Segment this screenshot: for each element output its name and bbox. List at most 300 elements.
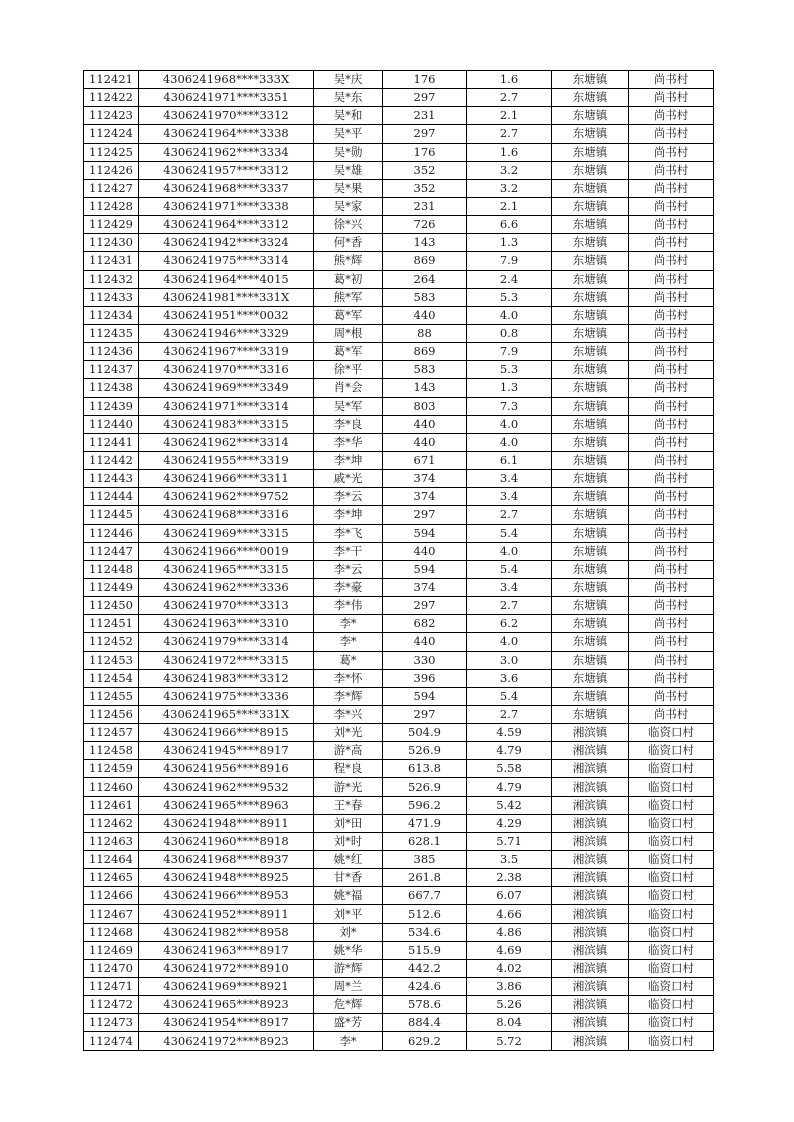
row-number-cell: 112434 (84, 306, 139, 324)
area-value-cell: 143 (383, 234, 467, 252)
id-number-cell: 4306241946****3329 (139, 324, 314, 342)
row-number-cell: 112432 (84, 270, 139, 288)
area-value-cell: 869 (383, 343, 467, 361)
area-value-cell: 471.9 (383, 814, 467, 832)
row-number-cell: 112463 (84, 832, 139, 850)
row-number-cell: 112424 (84, 125, 139, 143)
village-name-cell: 尚书村 (629, 397, 714, 415)
amount-value-cell: 6.2 (467, 615, 552, 633)
row-number-cell: 112443 (84, 470, 139, 488)
table-row (84, 578, 714, 596)
table-row (84, 288, 714, 306)
id-number-cell: 4306241965****8963 (139, 796, 314, 814)
amount-value-cell: 2.7 (467, 597, 552, 615)
id-number-cell: 4306241969****8921 (139, 978, 314, 996)
amount-value-cell: 4.0 (467, 415, 552, 433)
row-number-cell: 112448 (84, 560, 139, 578)
village-name-cell: 尚书村 (629, 560, 714, 578)
person-name-cell: 李*华 (314, 433, 383, 451)
table-row (84, 451, 714, 469)
table-row (84, 633, 714, 651)
person-name-cell: 葛*军 (314, 343, 383, 361)
id-number-cell: 4306241954****8917 (139, 1014, 314, 1032)
table-row (84, 941, 714, 959)
id-number-cell: 4306241969****3315 (139, 524, 314, 542)
town-name-cell: 东塘镇 (552, 597, 629, 615)
row-number-cell: 112474 (84, 1032, 139, 1050)
village-name-cell: 尚书村 (629, 143, 714, 161)
table-row (84, 597, 714, 615)
amount-value-cell: 4.86 (467, 923, 552, 941)
row-number-cell: 112441 (84, 433, 139, 451)
table-row (84, 814, 714, 832)
row-number-cell: 112442 (84, 451, 139, 469)
table-row (84, 524, 714, 542)
row-number-cell: 112428 (84, 197, 139, 215)
village-name-cell: 尚书村 (629, 651, 714, 669)
amount-value-cell: 1.3 (467, 234, 552, 252)
person-name-cell: 姚*红 (314, 851, 383, 869)
village-name-cell: 尚书村 (629, 415, 714, 433)
table-row (84, 71, 714, 89)
row-number-cell: 112447 (84, 542, 139, 560)
row-number-cell: 112425 (84, 143, 139, 161)
area-value-cell: 583 (383, 288, 467, 306)
village-name-cell: 尚书村 (629, 687, 714, 705)
area-value-cell: 297 (383, 597, 467, 615)
table-row (84, 869, 714, 887)
area-value-cell: 440 (383, 542, 467, 560)
row-number-cell: 112468 (84, 923, 139, 941)
area-value-cell: 297 (383, 506, 467, 524)
amount-value-cell: 2.1 (467, 197, 552, 215)
amount-value-cell: 0.8 (467, 324, 552, 342)
area-value-cell: 231 (383, 107, 467, 125)
village-name-cell: 临资口村 (629, 742, 714, 760)
village-name-cell: 临资口村 (629, 1014, 714, 1032)
table-row (84, 107, 714, 125)
village-name-cell: 尚书村 (629, 578, 714, 596)
area-value-cell: 176 (383, 71, 467, 89)
town-name-cell: 东塘镇 (552, 288, 629, 306)
village-name-cell: 临资口村 (629, 778, 714, 796)
row-number-cell: 112446 (84, 524, 139, 542)
area-value-cell: 231 (383, 197, 467, 215)
person-name-cell: 葛*军 (314, 306, 383, 324)
table-row (84, 905, 714, 923)
table-row (84, 651, 714, 669)
id-number-cell: 4306241965****3315 (139, 560, 314, 578)
village-name-cell: 尚书村 (629, 451, 714, 469)
town-name-cell: 东塘镇 (552, 379, 629, 397)
area-value-cell: 297 (383, 125, 467, 143)
town-name-cell: 东塘镇 (552, 161, 629, 179)
person-name-cell: 徐*平 (314, 361, 383, 379)
table-row (84, 143, 714, 161)
person-name-cell: 李*辉 (314, 687, 383, 705)
town-name-cell: 东塘镇 (552, 705, 629, 723)
row-number-cell: 112457 (84, 724, 139, 742)
village-name-cell: 尚书村 (629, 379, 714, 397)
person-name-cell: 游*光 (314, 778, 383, 796)
area-value-cell: 515.9 (383, 941, 467, 959)
town-name-cell: 东塘镇 (552, 669, 629, 687)
amount-value-cell: 6.1 (467, 451, 552, 469)
amount-value-cell: 2.38 (467, 869, 552, 887)
amount-value-cell: 4.29 (467, 814, 552, 832)
area-value-cell: 396 (383, 669, 467, 687)
area-value-cell: 352 (383, 179, 467, 197)
table-row (84, 125, 714, 143)
town-name-cell: 湘滨镇 (552, 778, 629, 796)
table-row (84, 1032, 714, 1050)
town-name-cell: 湘滨镇 (552, 1014, 629, 1032)
table-row (84, 161, 714, 179)
town-name-cell: 东塘镇 (552, 433, 629, 451)
person-name-cell: 王*春 (314, 796, 383, 814)
amount-value-cell: 4.0 (467, 306, 552, 324)
village-name-cell: 尚书村 (629, 597, 714, 615)
table-row (84, 923, 714, 941)
town-name-cell: 东塘镇 (552, 560, 629, 578)
person-name-cell: 李*飞 (314, 524, 383, 542)
id-number-cell: 4306241956****8916 (139, 760, 314, 778)
person-name-cell: 吴*勋 (314, 143, 383, 161)
town-name-cell: 湘滨镇 (552, 923, 629, 941)
amount-value-cell: 5.26 (467, 996, 552, 1014)
village-name-cell: 尚书村 (629, 270, 714, 288)
amount-value-cell: 5.58 (467, 760, 552, 778)
area-value-cell: 442.2 (383, 959, 467, 977)
table-row (84, 705, 714, 723)
town-name-cell: 东塘镇 (552, 125, 629, 143)
area-value-cell: 583 (383, 361, 467, 379)
area-value-cell: 682 (383, 615, 467, 633)
amount-value-cell: 2.7 (467, 705, 552, 723)
area-value-cell: 884.4 (383, 1014, 467, 1032)
amount-value-cell: 7.3 (467, 397, 552, 415)
town-name-cell: 东塘镇 (552, 107, 629, 125)
table-row (84, 252, 714, 270)
town-name-cell: 湘滨镇 (552, 851, 629, 869)
person-name-cell: 吴*军 (314, 397, 383, 415)
id-number-cell: 4306241968****8937 (139, 851, 314, 869)
table-row (84, 560, 714, 578)
village-name-cell: 临资口村 (629, 796, 714, 814)
area-value-cell: 504.9 (383, 724, 467, 742)
area-value-cell: 261.8 (383, 869, 467, 887)
table-row (84, 778, 714, 796)
person-name-cell: 李* (314, 633, 383, 651)
town-name-cell: 东塘镇 (552, 488, 629, 506)
amount-value-cell: 4.69 (467, 941, 552, 959)
village-name-cell: 尚书村 (629, 524, 714, 542)
town-name-cell: 东塘镇 (552, 216, 629, 234)
town-name-cell: 东塘镇 (552, 343, 629, 361)
amount-value-cell: 4.0 (467, 633, 552, 651)
amount-value-cell: 4.66 (467, 905, 552, 923)
id-number-cell: 4306241951****0032 (139, 306, 314, 324)
row-number-cell: 112422 (84, 89, 139, 107)
amount-value-cell: 2.7 (467, 125, 552, 143)
area-value-cell: 613.8 (383, 760, 467, 778)
village-name-cell: 尚书村 (629, 89, 714, 107)
amount-value-cell: 5.71 (467, 832, 552, 850)
person-name-cell: 姚*华 (314, 941, 383, 959)
town-name-cell: 东塘镇 (552, 252, 629, 270)
id-number-cell: 4306241972****8910 (139, 959, 314, 977)
id-number-cell: 4306241982****8958 (139, 923, 314, 941)
amount-value-cell: 2.7 (467, 506, 552, 524)
table-row (84, 1014, 714, 1032)
row-number-cell: 112473 (84, 1014, 139, 1032)
person-name-cell: 吴*雄 (314, 161, 383, 179)
row-number-cell: 112444 (84, 488, 139, 506)
area-value-cell: 526.9 (383, 742, 467, 760)
amount-value-cell: 7.9 (467, 343, 552, 361)
person-name-cell: 程*良 (314, 760, 383, 778)
town-name-cell: 东塘镇 (552, 506, 629, 524)
town-name-cell: 东塘镇 (552, 361, 629, 379)
row-number-cell: 112436 (84, 343, 139, 361)
village-name-cell: 尚书村 (629, 288, 714, 306)
table-row (84, 415, 714, 433)
table-row (84, 197, 714, 215)
area-value-cell: 88 (383, 324, 467, 342)
id-number-cell: 4306241972****8923 (139, 1032, 314, 1050)
id-number-cell: 4306241970****3313 (139, 597, 314, 615)
person-name-cell: 吴*庆 (314, 71, 383, 89)
town-name-cell: 东塘镇 (552, 542, 629, 560)
row-number-cell: 112421 (84, 71, 139, 89)
area-value-cell: 330 (383, 651, 467, 669)
amount-value-cell: 3.5 (467, 851, 552, 869)
village-name-cell: 尚书村 (629, 506, 714, 524)
id-number-cell: 4306241960****8918 (139, 832, 314, 850)
person-name-cell: 危*辉 (314, 996, 383, 1014)
person-name-cell: 何*香 (314, 234, 383, 252)
town-name-cell: 东塘镇 (552, 451, 629, 469)
area-value-cell: 297 (383, 89, 467, 107)
row-number-cell: 112423 (84, 107, 139, 125)
id-number-cell: 4306241962****3336 (139, 578, 314, 596)
id-number-cell: 4306241971****3338 (139, 197, 314, 215)
area-value-cell: 374 (383, 470, 467, 488)
village-name-cell: 临资口村 (629, 959, 714, 977)
amount-value-cell: 5.4 (467, 524, 552, 542)
village-name-cell: 临资口村 (629, 923, 714, 941)
row-number-cell: 112429 (84, 216, 139, 234)
id-number-cell: 4306241968****333X (139, 71, 314, 89)
person-name-cell: 戚*光 (314, 470, 383, 488)
amount-value-cell: 3.4 (467, 488, 552, 506)
table-row (84, 179, 714, 197)
row-number-cell: 112439 (84, 397, 139, 415)
village-name-cell: 尚书村 (629, 234, 714, 252)
person-name-cell: 甘*香 (314, 869, 383, 887)
town-name-cell: 东塘镇 (552, 578, 629, 596)
town-name-cell: 东塘镇 (552, 633, 629, 651)
id-number-cell: 4306241963****3310 (139, 615, 314, 633)
village-name-cell: 临资口村 (629, 996, 714, 1014)
amount-value-cell: 5.72 (467, 1032, 552, 1050)
village-name-cell: 尚书村 (629, 705, 714, 723)
row-number-cell: 112454 (84, 669, 139, 687)
area-value-cell: 297 (383, 705, 467, 723)
id-number-cell: 4306241981****331X (139, 288, 314, 306)
person-name-cell: 李*伟 (314, 597, 383, 615)
amount-value-cell: 6.6 (467, 216, 552, 234)
town-name-cell: 湘滨镇 (552, 869, 629, 887)
town-name-cell: 湘滨镇 (552, 814, 629, 832)
village-name-cell: 临资口村 (629, 832, 714, 850)
person-name-cell: 李*云 (314, 560, 383, 578)
person-name-cell: 刘*光 (314, 724, 383, 742)
row-number-cell: 112464 (84, 851, 139, 869)
row-number-cell: 112426 (84, 161, 139, 179)
amount-value-cell: 4.79 (467, 778, 552, 796)
amount-value-cell: 4.0 (467, 542, 552, 560)
town-name-cell: 东塘镇 (552, 524, 629, 542)
village-name-cell: 尚书村 (629, 488, 714, 506)
table-row (84, 760, 714, 778)
person-name-cell: 吴*东 (314, 89, 383, 107)
village-name-cell: 尚书村 (629, 216, 714, 234)
id-number-cell: 4306241964****4015 (139, 270, 314, 288)
row-number-cell: 112453 (84, 651, 139, 669)
id-number-cell: 4306241972****3315 (139, 651, 314, 669)
amount-value-cell: 5.42 (467, 796, 552, 814)
area-value-cell: 385 (383, 851, 467, 869)
village-name-cell: 临资口村 (629, 814, 714, 832)
amount-value-cell: 3.2 (467, 179, 552, 197)
person-name-cell: 吴*家 (314, 197, 383, 215)
row-number-cell: 112456 (84, 705, 139, 723)
id-number-cell: 4306241967****3319 (139, 343, 314, 361)
id-number-cell: 4306241965****331X (139, 705, 314, 723)
table-row (84, 542, 714, 560)
person-name-cell: 姚*福 (314, 887, 383, 905)
amount-value-cell: 5.3 (467, 361, 552, 379)
row-number-cell: 112466 (84, 887, 139, 905)
village-name-cell: 尚书村 (629, 107, 714, 125)
village-name-cell: 尚书村 (629, 343, 714, 361)
id-number-cell: 4306241964****3338 (139, 125, 314, 143)
person-name-cell: 李*怀 (314, 669, 383, 687)
table-row (84, 379, 714, 397)
area-value-cell: 374 (383, 578, 467, 596)
town-name-cell: 东塘镇 (552, 397, 629, 415)
id-number-cell: 4306241962****3314 (139, 433, 314, 451)
village-name-cell: 尚书村 (629, 71, 714, 89)
town-name-cell: 湘滨镇 (552, 996, 629, 1014)
row-number-cell: 112431 (84, 252, 139, 270)
id-number-cell: 4306241965****8923 (139, 996, 314, 1014)
person-name-cell: 李*坤 (314, 506, 383, 524)
amount-value-cell: 4.0 (467, 433, 552, 451)
person-name-cell: 徐*兴 (314, 216, 383, 234)
area-value-cell: 596.2 (383, 796, 467, 814)
amount-value-cell: 3.86 (467, 978, 552, 996)
id-number-cell: 4306241979****3314 (139, 633, 314, 651)
area-value-cell: 440 (383, 306, 467, 324)
village-name-cell: 尚书村 (629, 252, 714, 270)
town-name-cell: 东塘镇 (552, 89, 629, 107)
row-number-cell: 112430 (84, 234, 139, 252)
town-name-cell: 湘滨镇 (552, 724, 629, 742)
row-number-cell: 112462 (84, 814, 139, 832)
amount-value-cell: 5.4 (467, 560, 552, 578)
amount-value-cell: 2.4 (467, 270, 552, 288)
town-name-cell: 东塘镇 (552, 470, 629, 488)
id-number-cell: 4306241957****3312 (139, 161, 314, 179)
id-number-cell: 4306241948****8925 (139, 869, 314, 887)
amount-value-cell: 6.07 (467, 887, 552, 905)
town-name-cell: 湘滨镇 (552, 760, 629, 778)
table-row (84, 851, 714, 869)
area-value-cell: 440 (383, 633, 467, 651)
area-value-cell: 629.2 (383, 1032, 467, 1050)
amount-value-cell: 3.6 (467, 669, 552, 687)
table-row (84, 832, 714, 850)
village-name-cell: 尚书村 (629, 125, 714, 143)
area-value-cell: 803 (383, 397, 467, 415)
person-name-cell: 刘*平 (314, 905, 383, 923)
row-number-cell: 112445 (84, 506, 139, 524)
village-name-cell: 尚书村 (629, 615, 714, 633)
row-number-cell: 112467 (84, 905, 139, 923)
area-value-cell: 352 (383, 161, 467, 179)
amount-value-cell: 2.7 (467, 89, 552, 107)
person-name-cell: 李*良 (314, 415, 383, 433)
town-name-cell: 湘滨镇 (552, 959, 629, 977)
person-name-cell: 李*干 (314, 542, 383, 560)
id-number-cell: 4306241948****8911 (139, 814, 314, 832)
table-row (84, 506, 714, 524)
row-number-cell: 112440 (84, 415, 139, 433)
amount-value-cell: 1.6 (467, 71, 552, 89)
table-row (84, 978, 714, 996)
town-name-cell: 东塘镇 (552, 687, 629, 705)
village-name-cell: 尚书村 (629, 542, 714, 560)
village-name-cell: 尚书村 (629, 633, 714, 651)
village-name-cell: 尚书村 (629, 161, 714, 179)
table-row (84, 433, 714, 451)
amount-value-cell: 5.4 (467, 687, 552, 705)
id-number-cell: 4306241955****3319 (139, 451, 314, 469)
table-row (84, 488, 714, 506)
village-name-cell: 尚书村 (629, 361, 714, 379)
id-number-cell: 4306241969****3349 (139, 379, 314, 397)
area-value-cell: 512.6 (383, 905, 467, 923)
row-number-cell: 112451 (84, 615, 139, 633)
village-name-cell: 尚书村 (629, 197, 714, 215)
row-number-cell: 112458 (84, 742, 139, 760)
person-name-cell: 李*兴 (314, 705, 383, 723)
person-name-cell: 游*辉 (314, 959, 383, 977)
id-number-cell: 4306241962****9532 (139, 778, 314, 796)
id-number-cell: 4306241983****3315 (139, 415, 314, 433)
table-row (84, 361, 714, 379)
area-value-cell: 526.9 (383, 778, 467, 796)
person-name-cell: 葛* (314, 651, 383, 669)
town-name-cell: 湘滨镇 (552, 887, 629, 905)
data-table (83, 70, 714, 1051)
village-name-cell: 尚书村 (629, 470, 714, 488)
person-name-cell: 盛*芳 (314, 1014, 383, 1032)
id-number-cell: 4306241963****8917 (139, 941, 314, 959)
row-number-cell: 112459 (84, 760, 139, 778)
